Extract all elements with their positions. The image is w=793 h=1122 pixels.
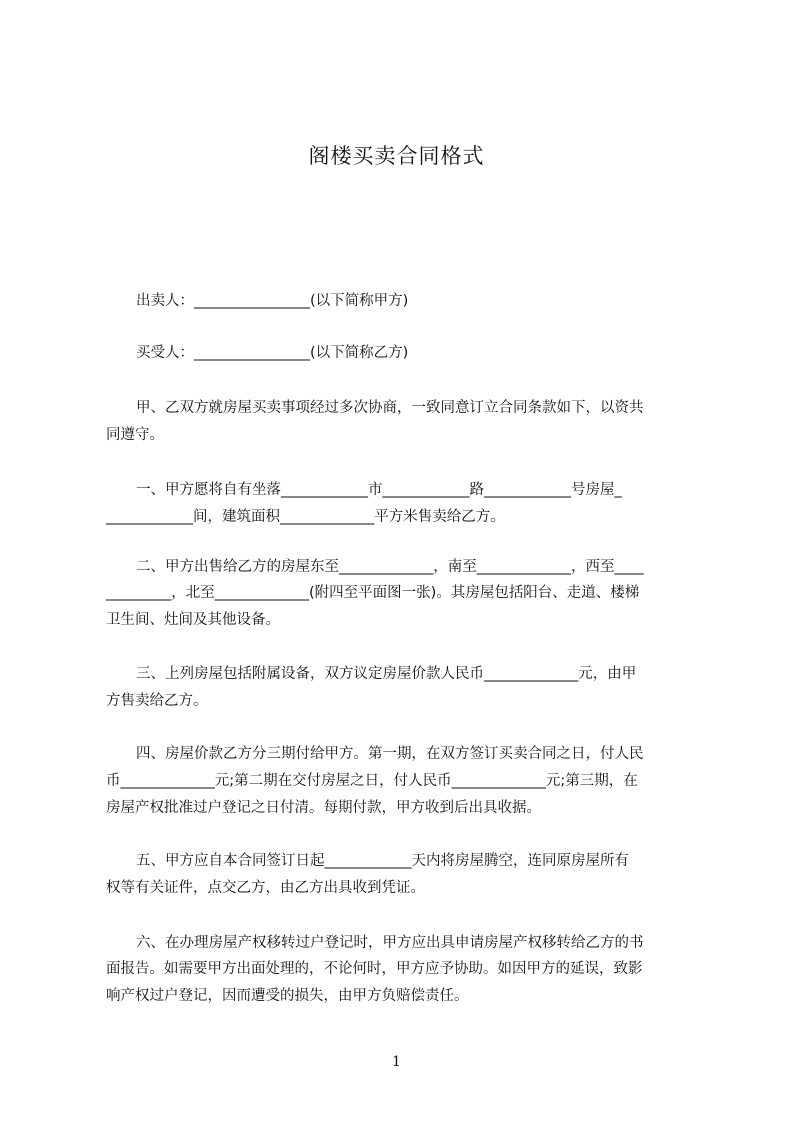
buyer-line: 买受人：________________(以下简称乙方) xyxy=(136,345,409,361)
clause-2-line-2: _________，北至_____________(附四至平面图一张)。其房屋包括阳台、走道、楼梯 xyxy=(106,585,640,601)
clause-4-line-1: 四、房屋价款乙方分三期付给甲方。第一期，在双方签订买卖合同之日，付人民 xyxy=(136,746,644,762)
clause-3-line-2: 方售卖给乙方。 xyxy=(106,693,208,709)
intro-line-2: 同遵守。 xyxy=(106,427,164,443)
clause-1-line-2: ____________间，建筑面积_____________平方米售卖给乙方。 xyxy=(106,509,505,525)
clause-1-line-1: 一、甲方愿将自有坐落____________市____________路____________号房屋_ xyxy=(136,482,622,498)
seller-line: 出卖人：________________(以下简称甲方) xyxy=(136,293,409,309)
clause-5-line-2: 权等有关证件，点交乙方，由乙方出具收到凭证。 xyxy=(106,880,425,896)
clause-6-line-1: 六、在办理房屋产权移转过户登记时，甲方应出具申请房屋产权移转给乙方的书 xyxy=(136,935,644,951)
page-number: 1 xyxy=(392,1054,401,1070)
document-title: 阁楼买卖合同格式 xyxy=(308,144,485,168)
clause-4-line-2: 币_____________元;第二期在交付房屋之日，付人民币_____________元;第三期，在 xyxy=(106,773,638,789)
intro-line-1: 甲、乙双方就房屋买卖事项经过多次协商，一致同意订立合同条款如下，以资共 xyxy=(136,400,644,416)
clause-6-line-2: 面报告。如需要甲方出面处理的，不论何时，甲方应予协助。如因甲方的延误，致影 xyxy=(106,961,643,977)
clause-2-line-1: 二、甲方出售给乙方的房屋东至_____________，南至_____________，西至____ xyxy=(136,559,644,575)
clause-3-line-1: 三、上列房屋包括附属设备，双方议定房屋价款人民币_____________元，由甲 xyxy=(136,666,637,682)
clause-5-line-1: 五、甲方应自本合同签订日起____________天内将房屋腾空，连同原房屋所有 xyxy=(136,853,629,869)
clause-2-line-3: 卫生间、灶间及其他设备。 xyxy=(106,612,280,628)
clause-4-line-3: 房屋产权批准过户登记之日付清。每期付款，甲方收到后出具收据。 xyxy=(106,800,541,816)
clause-6-line-3: 响产权过户登记，因而遭受的损失，由甲方负赔偿责任。 xyxy=(106,988,469,1004)
